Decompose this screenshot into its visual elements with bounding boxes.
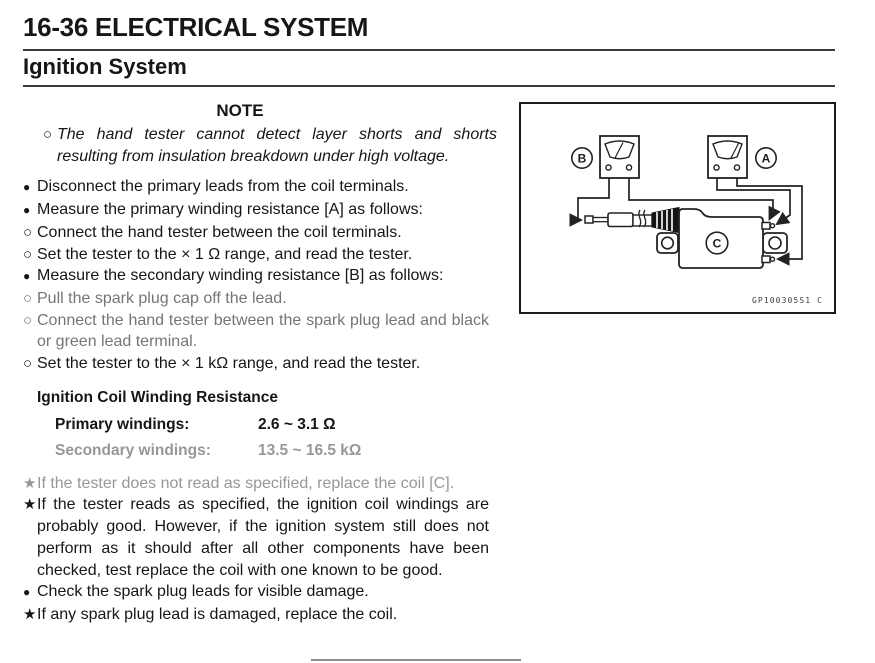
meter-terminal bbox=[626, 165, 631, 170]
disc-bullet-icon: ● bbox=[23, 269, 31, 284]
circle-bullet-icon: ○ bbox=[23, 245, 33, 263]
circle-bullet-icon: ○ bbox=[23, 311, 33, 329]
step-text: Set the tester to the × 1 kΩ range, and read the tester. bbox=[37, 355, 421, 373]
bolt-hole bbox=[662, 237, 674, 249]
disc-bullet-icon: ● bbox=[23, 585, 31, 600]
step-text: Measure the primary winding resistance [A] as follows: bbox=[37, 201, 423, 219]
spec-value: 2.6 ~ 3.1 Ω bbox=[258, 415, 336, 433]
spec-table-title: Ignition Coil Winding Resistance bbox=[37, 388, 278, 406]
disc-bullet-icon: ● bbox=[23, 203, 31, 218]
step-text: Connect the hand tester between the spark plug lead and black or green lead terminal. bbox=[37, 311, 489, 351]
primary-terminal-upper bbox=[762, 223, 770, 230]
result-notes bbox=[23, 473, 497, 626]
spec-table bbox=[37, 388, 497, 464]
step-item bbox=[23, 353, 489, 375]
star-bullet-icon: ★ bbox=[23, 496, 37, 514]
result-item bbox=[23, 604, 489, 626]
circle-bullet-icon: ○ bbox=[23, 223, 33, 241]
step-item bbox=[23, 199, 489, 222]
star-bullet-icon: ★ bbox=[23, 605, 37, 623]
result-text: If the tester reads as specified, the ignition coil windings are probably good. However, if the ignition system still does not perform as it should after all other components have been checked, test replace the coil with one known to be good. bbox=[37, 496, 489, 579]
bolt-hole bbox=[769, 237, 781, 249]
step-item bbox=[23, 244, 489, 266]
circle-bullet-icon: ○ bbox=[23, 355, 33, 373]
spec-row-secondary bbox=[55, 438, 497, 464]
hand-tester-a bbox=[708, 136, 747, 178]
step-text: Set the tester to the × 1 Ω range, and read the tester. bbox=[37, 245, 413, 263]
label-a bbox=[756, 148, 776, 168]
procedure-steps bbox=[23, 176, 497, 374]
spec-value: 13.5 ~ 16.5 kΩ bbox=[258, 441, 362, 459]
bottom-rule-fragment bbox=[311, 659, 521, 661]
coil-test-diagram bbox=[521, 104, 834, 312]
step-text: Connect the hand tester between the coil terminals. bbox=[37, 223, 402, 241]
label-b bbox=[572, 148, 592, 168]
step-text: Disconnect the primary leads from the coil terminals. bbox=[37, 178, 409, 196]
terminal-stud bbox=[771, 224, 775, 228]
spec-label: Secondary windings: bbox=[55, 441, 211, 459]
body-text-column bbox=[23, 99, 497, 626]
page-title: 16-36 ELECTRICAL SYSTEM bbox=[23, 12, 369, 42]
svg-text:A: A bbox=[761, 151, 771, 166]
figure-code: GP100305S1 C bbox=[752, 296, 823, 305]
meter-terminal bbox=[734, 165, 739, 170]
coil-test-figure bbox=[519, 102, 836, 314]
step-item bbox=[23, 310, 489, 353]
disc-bullet-icon: ● bbox=[23, 180, 31, 195]
primary-terminal-lower bbox=[762, 256, 770, 263]
result-text: If the tester does not read as specified, replace the coil [C]. bbox=[37, 474, 455, 492]
result-item bbox=[23, 494, 489, 581]
result-text: If any spark plug lead is damaged, replace the coil. bbox=[37, 605, 398, 623]
spec-row-primary bbox=[55, 412, 497, 438]
ribbed-boot bbox=[652, 208, 679, 233]
lead-conduit bbox=[633, 215, 652, 226]
svg-text:C: C bbox=[712, 236, 722, 251]
note-heading: NOTE bbox=[216, 101, 264, 120]
spark-plug-lead bbox=[585, 210, 652, 227]
step-item bbox=[23, 222, 489, 244]
step-item bbox=[23, 288, 489, 310]
header-divider-bottom bbox=[23, 85, 835, 87]
plug-rod bbox=[593, 218, 608, 222]
result-item bbox=[23, 473, 489, 495]
spec-label: Primary windings: bbox=[55, 415, 190, 433]
result-item bbox=[23, 581, 489, 604]
star-bullet-icon: ★ bbox=[23, 474, 37, 492]
terminal-stud bbox=[771, 257, 775, 261]
step-text: Pull the spark plug cap off the lead. bbox=[37, 289, 287, 307]
step-item bbox=[23, 176, 489, 199]
hand-tester-b bbox=[600, 136, 639, 178]
svg-text:B: B bbox=[577, 151, 587, 166]
header-divider-top bbox=[23, 49, 835, 51]
meter-terminal bbox=[606, 165, 611, 170]
meter-terminal bbox=[714, 165, 719, 170]
circle-bullet-icon: ○ bbox=[23, 289, 33, 307]
result-text: Check the spark plug leads for visible damage. bbox=[37, 583, 369, 601]
step-text: Measure the secondary winding resistance [B] as follows: bbox=[37, 267, 444, 285]
section-title: Ignition System bbox=[23, 54, 187, 79]
meter-b-left-lead bbox=[578, 178, 609, 220]
note-text: The hand tester cannot detect layer shorts and shorts resulting from insulation breakdown under high voltage. bbox=[57, 126, 497, 165]
circle-bullet-icon: ○ bbox=[43, 126, 53, 143]
step-item bbox=[23, 265, 489, 288]
note-paragraph bbox=[43, 124, 497, 167]
plug-cap-body bbox=[608, 213, 633, 227]
plug-terminal bbox=[585, 216, 593, 223]
